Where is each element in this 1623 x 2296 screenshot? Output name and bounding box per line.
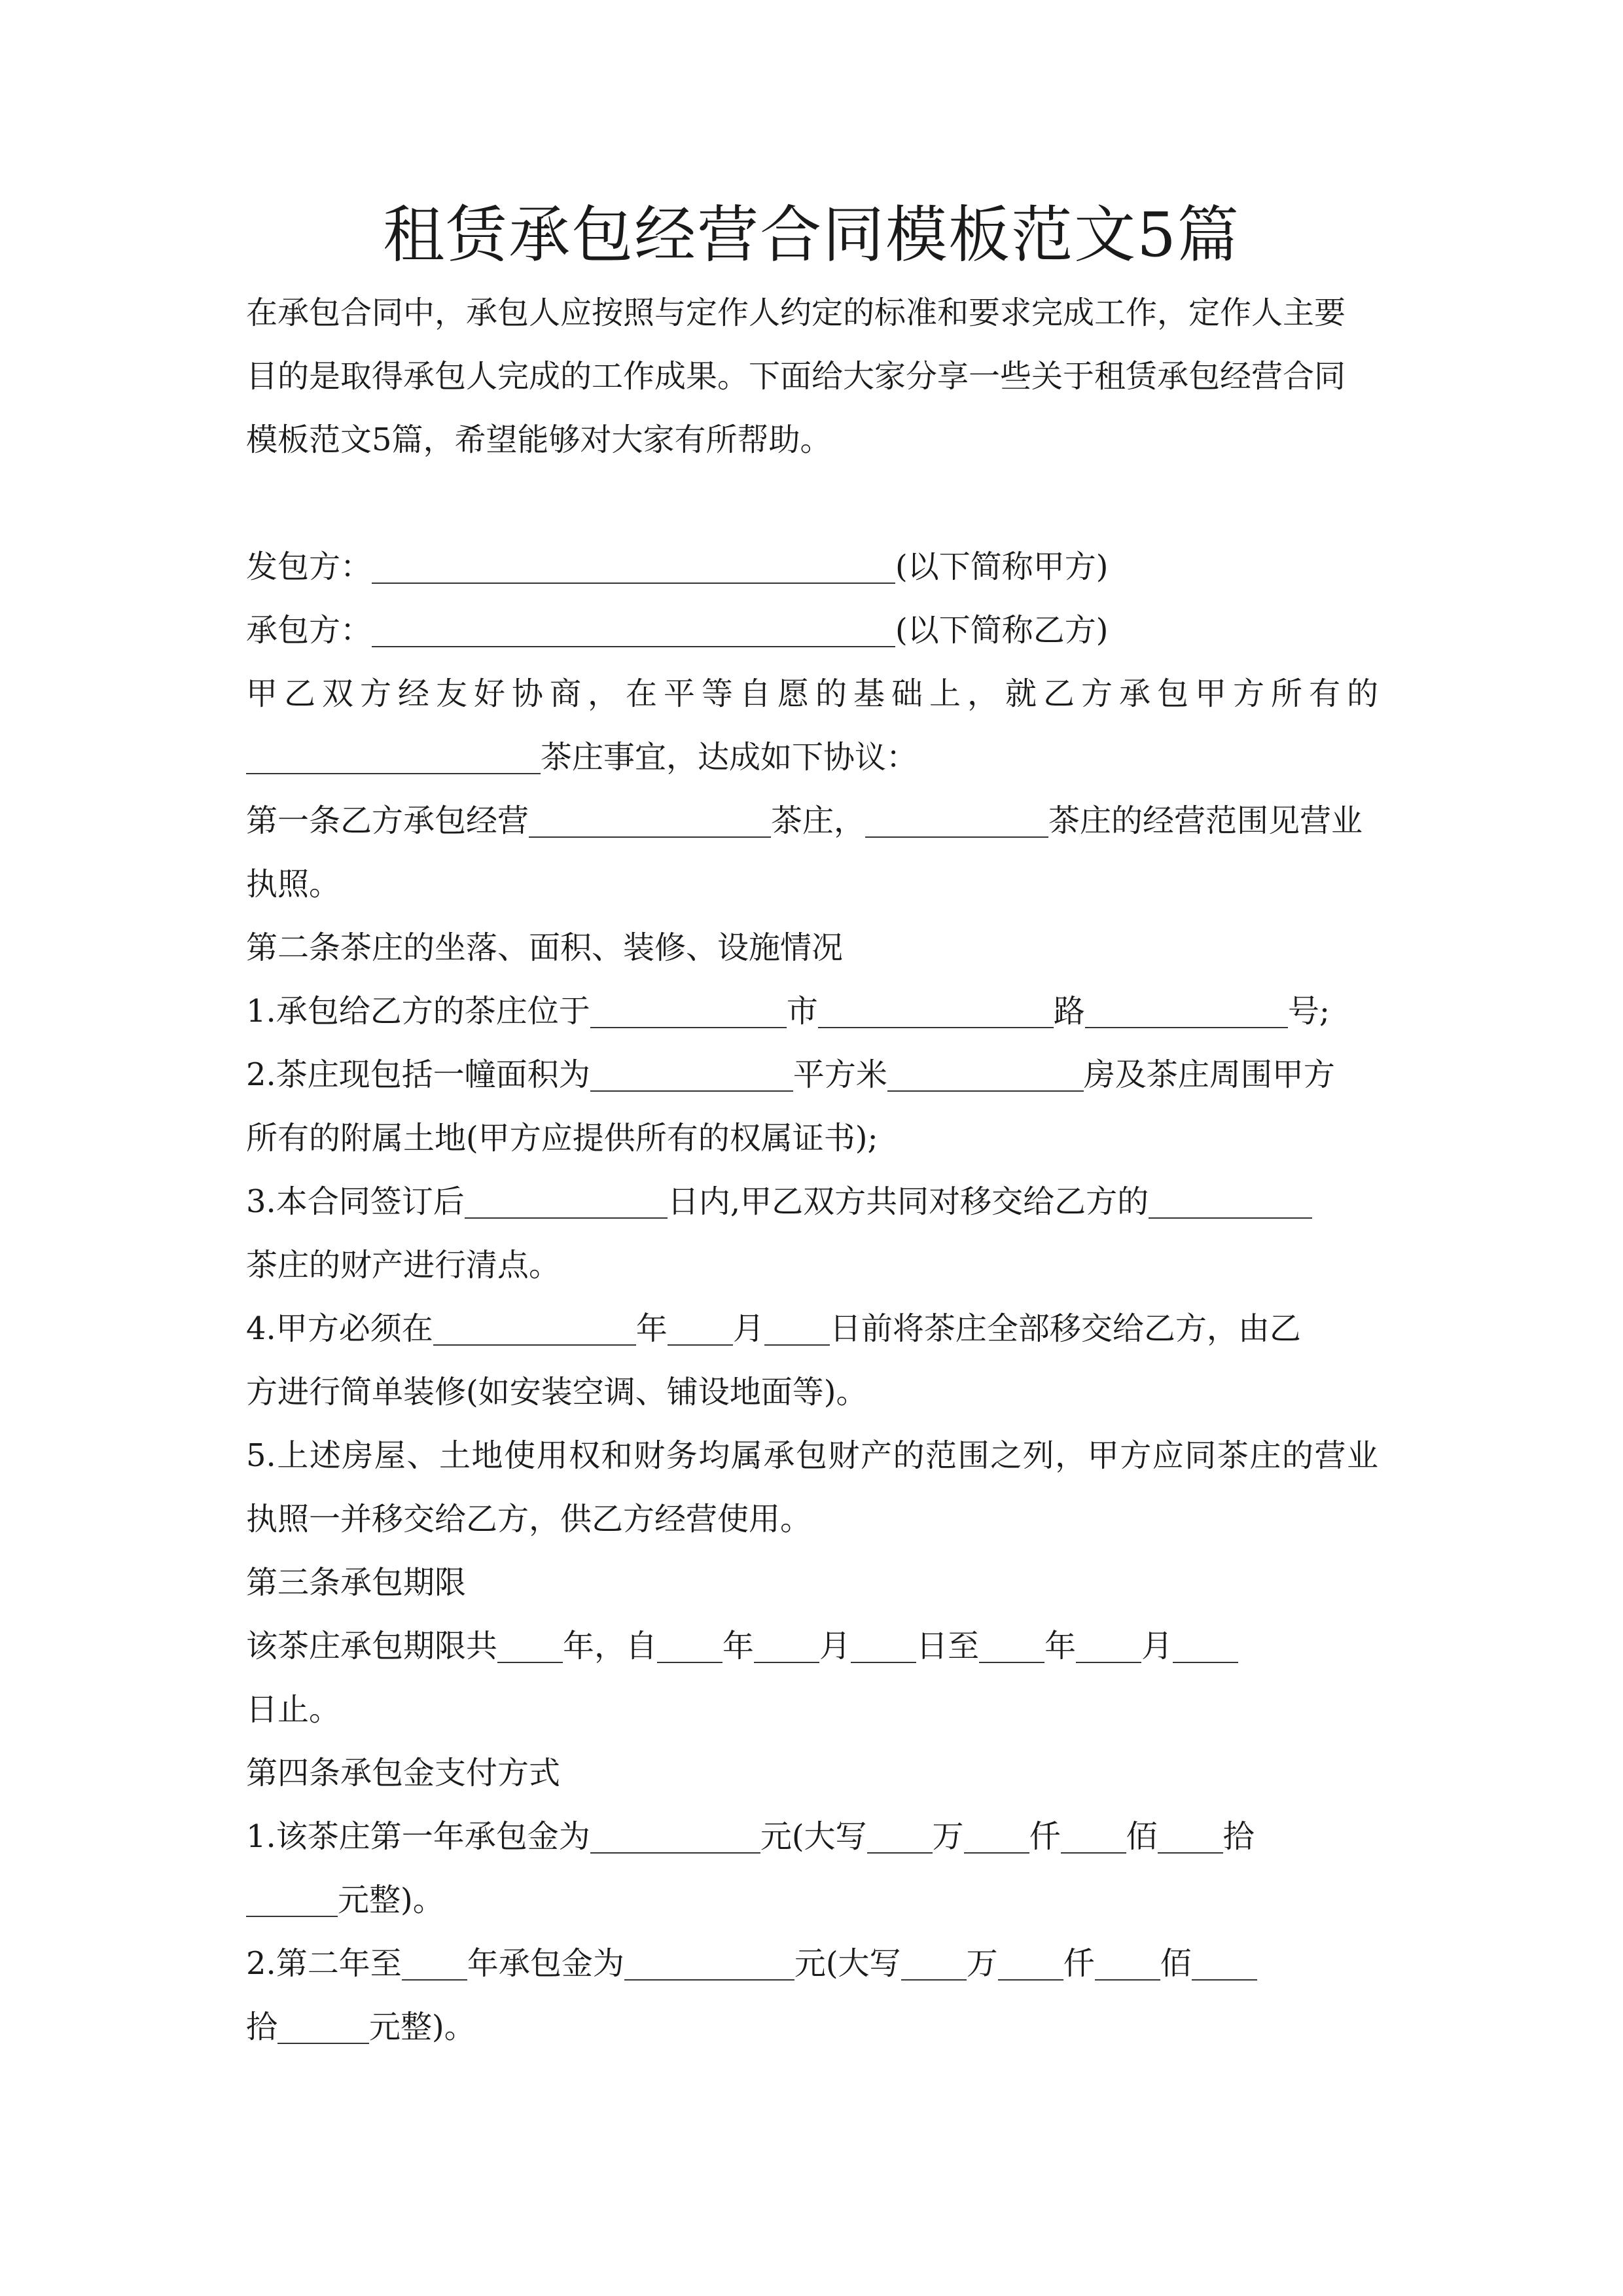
preamble-line-2 (246, 731, 918, 783)
article-1-line (246, 795, 1363, 847)
item-3-blank-days[interactable] (465, 1183, 668, 1219)
item-2-text-b: 平方米 (793, 1056, 887, 1093)
payment-2-blank-shi[interactable] (1192, 1945, 1257, 1981)
item-2-line (246, 1049, 1335, 1101)
item-1-line (246, 985, 1330, 1037)
payment-2-text-g: 拾 (246, 2009, 278, 2045)
article-1-text-a: 第一条乙方承包经营 (246, 802, 529, 839)
article-1-line-2: 执照。 (246, 866, 341, 903)
item-1-text-c: 路 (1053, 993, 1085, 1030)
item-4-text-a: 4.甲方必须在 (246, 1310, 433, 1347)
article-3-heading: 第三条承包期限 (246, 1564, 467, 1601)
page-title: 租赁承包经营合同模板范文5篇 (383, 200, 1240, 271)
item-4-line-2: 方进行简单装修(如安装空调、铺设地面等)。 (246, 1374, 868, 1410)
article-1-text-c: 茶庄的经营范围见营业 (1048, 802, 1363, 839)
payment-1-blank-shi[interactable] (1158, 1818, 1223, 1854)
payment-1-text-e: 佰 (1126, 1818, 1158, 1855)
term-blank-end-year[interactable] (979, 1628, 1044, 1663)
payment-2-text-b: 年承包金为 (467, 1945, 624, 1982)
payment-2-blank-yuan[interactable] (277, 2009, 369, 2044)
item-5-line: 5.上述房屋、土地使用权和财务均属承包财产的范围之列，甲方应同茶庄的营业 (246, 1437, 1378, 1474)
item-4-blank-day[interactable] (764, 1310, 830, 1346)
term-text-f: 年 (1044, 1628, 1077, 1664)
term-text-c: 年 (722, 1628, 755, 1664)
term-line-2: 日止。 (246, 1691, 341, 1728)
item-1-text-a: 1.承包给乙方的茶庄位于 (246, 993, 590, 1030)
payment-2-line (246, 1937, 1257, 1990)
item-4-text-c: 月 (732, 1310, 764, 1347)
party-a-suffix: (以下简称甲方) (895, 548, 1109, 585)
item-3-blank-name[interactable] (1149, 1183, 1312, 1219)
term-blank-years[interactable] (497, 1628, 563, 1663)
payment-1-blank-yuan[interactable] (246, 1882, 338, 1917)
term-text-b: 年，自 (563, 1628, 658, 1664)
item-3-text-b: 日内,甲乙双方共同对移交给乙方的 (667, 1183, 1149, 1220)
item-4-blank-month[interactable] (668, 1310, 733, 1346)
item-4-text-d: 日前将茶庄全部移交给乙方，由乙 (829, 1310, 1301, 1347)
item-2-text-a: 2.茶庄现包括一幢面积为 (246, 1056, 590, 1093)
item-2-line-2: 所有的附属土地(甲方应提供所有的权属证书); (246, 1120, 878, 1157)
party-b-label: 承包方： (246, 612, 372, 649)
item-1-text-b: 市 (786, 993, 818, 1030)
party-b-line (246, 604, 1108, 656)
payment-2-text-e: 仟 (1063, 1945, 1095, 1982)
intro-line-2: 目的是取得承包人完成的工作成果。下面给大家分享一些关于租赁承包经营合同 (246, 358, 1346, 395)
intro-line-1: 在承包合同中，承包人应按照与定作人约定的标准和要求完成工作，定作人主要 (246, 295, 1346, 331)
term-blank-end-month[interactable] (1076, 1628, 1141, 1663)
article-1-blank-1[interactable] (529, 802, 771, 838)
payment-1-text-c: 万 (932, 1818, 964, 1855)
payment-1-text-a: 1.该茶庄第一年承包金为 (246, 1818, 590, 1855)
payment-1-text-b: 元(大写 (760, 1818, 867, 1855)
item-4-line (246, 1302, 1301, 1355)
term-blank-end-day[interactable] (1173, 1628, 1238, 1663)
item-1-text-d: 号; (1287, 993, 1330, 1030)
payment-1-text-f: 拾 (1222, 1818, 1255, 1855)
payment-1-text-g: 元整)。 (338, 1882, 444, 1918)
item-3-line (246, 1175, 1312, 1228)
payment-2-blank-wan[interactable] (901, 1945, 967, 1981)
item-3-text-a: 3.本合同签订后 (246, 1183, 465, 1220)
term-text-d: 月 (819, 1628, 851, 1664)
payment-2-blank-qian[interactable] (998, 1945, 1063, 1981)
term-blank-start-month[interactable] (754, 1628, 819, 1663)
article-2-heading: 第二条茶庄的坐落、面积、装修、设施情况 (246, 929, 844, 966)
preamble-line-1: 甲乙双方经友好协商，在平等自愿的基础上，就乙方承包甲方所有的 (246, 675, 1378, 712)
payment-2-blank-bai[interactable] (1095, 1945, 1160, 1981)
term-blank-start-day[interactable] (851, 1628, 916, 1663)
item-2-text-c: 房及茶庄周围甲方 (1083, 1056, 1335, 1093)
term-text-g: 月 (1141, 1628, 1173, 1664)
term-text-e: 日至 (916, 1628, 980, 1664)
payment-2-blank-year[interactable] (402, 1945, 467, 1981)
party-a-label: 发包方： (246, 548, 372, 585)
item-5-line-2: 执照一并移交给乙方，供乙方经营使用。 (246, 1501, 812, 1537)
payment-1-text-d: 仟 (1029, 1818, 1061, 1855)
payment-1-blank-wan[interactable] (867, 1818, 933, 1854)
payment-2-blank-amount[interactable] (624, 1945, 794, 1981)
item-2-blank-house[interactable] (887, 1056, 1084, 1092)
term-text-a: 该茶庄承包期限共 (246, 1628, 498, 1664)
party-a-blank[interactable] (372, 548, 895, 584)
payment-2-text-f: 佰 (1160, 1945, 1192, 1982)
payment-1-blank-qian[interactable] (964, 1818, 1029, 1854)
payment-2-text-c: 元(大写 (794, 1945, 901, 1982)
payment-1-blank-bai[interactable] (1061, 1818, 1126, 1854)
party-a-line (246, 541, 1108, 593)
preamble-blank[interactable] (246, 739, 541, 774)
item-1-blank-road[interactable] (818, 993, 1054, 1028)
item-4-blank-year[interactable] (433, 1310, 636, 1346)
intro-line-3: 模板范文5篇，希望能够对大家有所帮助。 (246, 422, 832, 458)
payment-2-line-2 (246, 2001, 476, 2053)
payment-2-text-h: 元整)。 (369, 2009, 476, 2045)
item-1-blank-number[interactable] (1085, 993, 1288, 1028)
preamble-text: 茶庄事宜，达成如下协议： (541, 739, 918, 776)
party-b-suffix: (以下简称乙方) (895, 612, 1109, 649)
payment-1-line-2 (246, 1874, 444, 1926)
item-2-blank-area[interactable] (590, 1056, 793, 1092)
article-4-heading: 第四条承包金支付方式 (246, 1755, 561, 1791)
payment-1-blank-amount[interactable] (590, 1818, 760, 1854)
term-line (246, 1620, 1238, 1672)
article-1-blank-2[interactable] (865, 802, 1048, 838)
payment-2-text-d: 万 (966, 1945, 998, 1982)
article-1-text-b: 茶庄， (771, 802, 866, 839)
term-blank-start-year[interactable] (657, 1628, 722, 1663)
item-3-line-2: 茶庄的财产进行清点。 (246, 1247, 561, 1283)
payment-1-line (246, 1810, 1255, 1863)
party-b-blank[interactable] (372, 612, 895, 647)
payment-2-text-a: 2.第二年至 (246, 1945, 402, 1982)
item-4-text-b: 年 (635, 1310, 668, 1347)
item-1-blank-city[interactable] (590, 993, 787, 1028)
